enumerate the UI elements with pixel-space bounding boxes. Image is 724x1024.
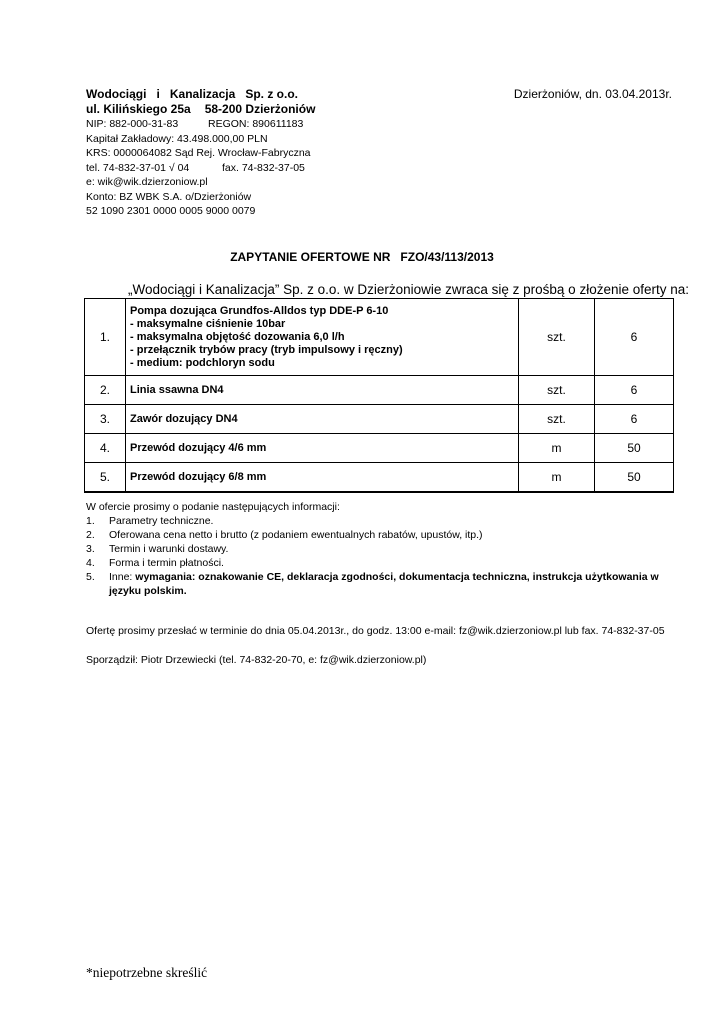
company-name: Wodociągi i Kanalizacja Sp. z o.o. [86, 87, 298, 101]
prepared-by: Sporządził: Piotr Drzewiecki (tel. 74-832-20-70, e: fz@wik.dzierzoniow.pl) [86, 654, 427, 666]
regon: REGON: 890611183 [208, 118, 304, 130]
offer-info-section [86, 500, 686, 598]
requirements-text: wymagania: oznakowanie CE, deklaracja zgodności, dokumentacja techniczna, instrukcja użytkowania w języku polskim. [109, 571, 659, 597]
table-row [85, 434, 674, 463]
item-description: Zawór dozujący DN4 [126, 405, 519, 434]
item-description: Przewód dozujący 4/6 mm [126, 434, 519, 463]
company-capital: Kapitał Zakładowy: 43.498.000,00 PLN [86, 132, 268, 145]
table-row [85, 299, 674, 376]
item-quantity: 50 [595, 434, 674, 463]
company-phones [86, 161, 316, 176]
item-unit: szt. [519, 376, 595, 405]
item-number: 2. [85, 376, 126, 405]
item-description: Linia ssawna DN4 [126, 376, 519, 405]
item-name: Pompa dozująca Grundfos-Alldos typ DDE-P 6-10 [130, 304, 389, 317]
item-unit: m [519, 434, 595, 463]
item-number: 5. [85, 463, 126, 493]
item-quantity: 6 [595, 376, 674, 405]
item-unit: m [519, 463, 595, 493]
company-email: e: wik@wik.dzierzoniow.pl [86, 176, 208, 188]
list-item: 4. Forma i termin płatności. [86, 557, 224, 569]
item-description: Przewód dozujący 6/8 mm [126, 463, 519, 493]
item-unit: szt. [519, 299, 595, 376]
item-quantity: 50 [595, 463, 674, 493]
item-number: 3. [85, 405, 126, 434]
company-address: ul. Kilińskiego 25a 58-200 Dzierżoniów [86, 102, 316, 116]
list-item: 1. Parametry techniczne. [86, 515, 214, 527]
item-spec: - maksymalna objętość dozowania 6,0 l/h [130, 330, 345, 343]
phone: tel. 74-832-37-01 √ 04 [86, 161, 190, 174]
item-spec: - medium: podchloryn sodu [130, 356, 275, 369]
intro-text: „Wodociągi i Kanalizacja” Sp. z o.o. w Dzierżoniowie zwraca się z prośbą o złożenie oferty na: [128, 282, 690, 297]
company-krs: KRS: 0000064082 Sąd Rej. Wrocław-Fabryczna [86, 147, 311, 159]
info-list [86, 514, 686, 598]
table-row [85, 463, 674, 493]
list-item: 2. Oferowana cena netto i brutto (z podaniem ewentualnych rabatów, upustów, itp.) [86, 529, 483, 541]
company-bank: Konto: BZ WBK S.A. o/Dzierżoniów [86, 190, 252, 203]
fax: fax. 74-832-37-05 [222, 161, 305, 174]
company-header [86, 87, 316, 219]
nip: NIP: 882-000-31-83 [86, 118, 179, 130]
item-description [126, 299, 519, 376]
item-unit: szt. [519, 405, 595, 434]
place-date: Dzierżoniów, dn. 03.04.2013r. [513, 87, 672, 101]
item-number: 4. [85, 434, 126, 463]
item-spec: - maksymalne ciśnienie 10bar [130, 317, 286, 330]
footnote: *niepotrzebne skreślić [86, 965, 208, 980]
items-table [84, 298, 674, 493]
company-ids [86, 117, 316, 132]
item-quantity: 6 [595, 299, 674, 376]
table-row [85, 376, 674, 405]
list-item: 3. Termin i warunki dostawy. [86, 543, 229, 555]
item-number: 1. [85, 299, 126, 376]
submission-instructions: Ofertę prosimy przesłać w terminie do dnia 05.04.2013r., do godz. 13:00 e-mail: fz@wik.dzierzoniow.pl lub fax. 74-832-37-05 [86, 625, 665, 637]
item-spec: - przełącznik trybów pracy (tryb impulsowy i ręczny) [130, 343, 403, 356]
list-item: 5. Inne: wymagania: oznakowanie CE, deklaracja zgodności, dokumentacja techniczna, instrukcja użytkowania w języku polskim. [86, 571, 659, 597]
table-row [85, 405, 674, 434]
company-account-number: 52 1090 2301 0000 0005 9000 0079 [86, 205, 256, 217]
document-title: ZAPYTANIE OFERTOWE NR FZO/43/113/2013 [230, 250, 494, 264]
info-heading: W ofercie prosimy o podanie następujących informacji: [86, 501, 340, 513]
item-quantity: 6 [595, 405, 674, 434]
